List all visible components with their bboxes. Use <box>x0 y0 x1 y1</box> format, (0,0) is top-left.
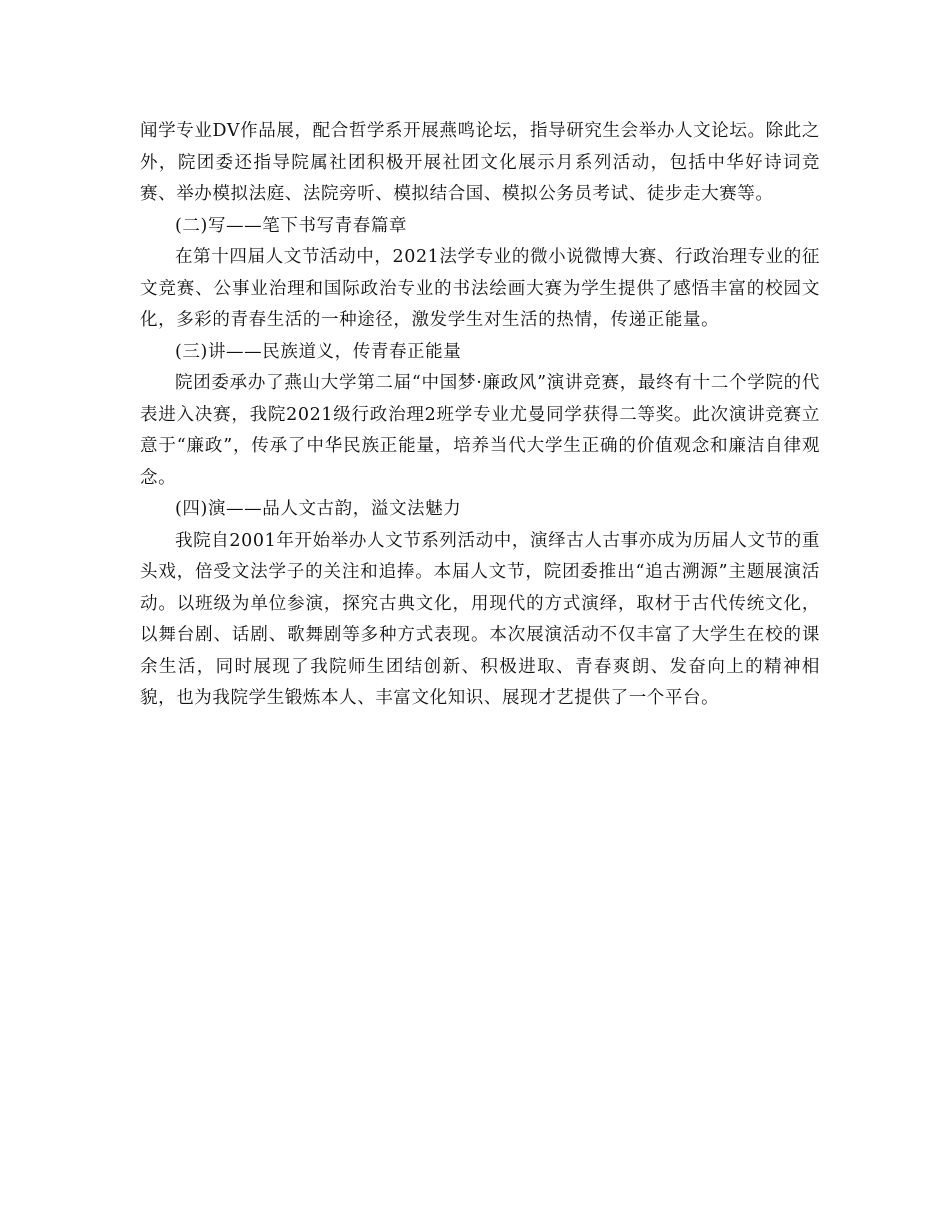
section-heading-speak: (三)讲——民族道义，传青春正能量 <box>175 341 462 362</box>
body-paragraph-continuation: 闻学专业DV作品展，配合哲学系开展燕鸣论坛，指导研究生会举办人文论坛。除此之外，院团委还指导院属社团积极开展社团文化展示月系列活动，包括中华好诗词竞赛、举办模拟法庭、法院旁听、模拟结合国、模拟公务员考试、徒步走大赛等。 <box>140 121 820 204</box>
section-heading-write: (二)写——笔下书写青春篇章 <box>175 215 408 236</box>
body-paragraph-write: 在第十四届人文节活动中，2021法学专业的微小说微博大赛、行政治理专业的征文竞赛、公事业治理和国际政治专业的书法绘画大赛为学生提供了感悟丰富的校园文化，多彩的青春生活的一种途径，激发学生对生活的热情，传递正能量。 <box>140 247 820 330</box>
document-body <box>140 116 820 715</box>
body-paragraph-speak: 院团委承办了燕山大学第二届“中国梦·廉政风”演讲竞赛，最终有十二个学院的代表进入决赛，我院2021级行政治理2班学专业尤曼同学获得二等奖。此次演讲竞赛立意于“廉政”，传承了中华民族正能量，培养当代大学生正确的价值观念和廉洁自律观念。 <box>140 373 820 488</box>
section-heading-perform: (四)演——品人文古韵，溢文法魅力 <box>175 499 462 519</box>
body-paragraph-perform: 我院自2001年开始举办人文节系列活动中，演绎古人古事亦成为历届人文节的重头戏，倍受文法学子的关注和追捧。本届人文节，院团委推出“追古溯源”主题展演活动。以班级为单位参演，探究古典文化，用现代的方式演绎，取材于古代传统文化，以舞台剧、话剧、歌舞剧等多种方式表现。本次展演活动不仅丰富了大学生在校的课余生活，同时展现了我院师生团结创新、积极进取、青春爽朗、发奋向上的精神相貌，也为我院学生锻炼本人、丰富文化知识、展现才艺提供了一个平台。 <box>140 530 820 708</box>
